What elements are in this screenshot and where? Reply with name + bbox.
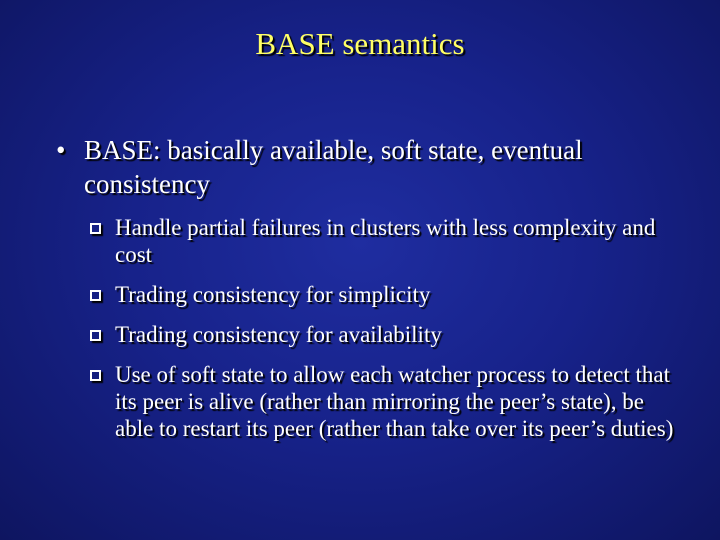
sub-bullet-list (88, 214, 688, 442)
main-bullet (56, 133, 696, 201)
sub-bullet-text: Trading consistency for availability (115, 322, 442, 347)
sub-bullet (88, 281, 688, 308)
sub-bullet (88, 321, 688, 348)
hollow-square-icon (90, 330, 101, 341)
hollow-square-icon (90, 223, 101, 234)
sub-bullet-text: Handle partial failures in clusters with less complexity and cost (115, 215, 656, 267)
slide-title: BASE semantics (255, 26, 465, 61)
sub-bullet (88, 361, 688, 442)
main-bullet-text: BASE: basically available, soft state, eventual consistency (84, 135, 583, 199)
bullet-dot-icon: • (56, 135, 66, 165)
sub-bullet-text: Use of soft state to allow each watcher process to detect that its peer is alive (rather than mirroring the peer’s state), be able to restart its peer (rather than take over its peer’s duties) (115, 362, 674, 441)
hollow-square-icon (90, 290, 101, 301)
hollow-square-icon (90, 370, 101, 381)
sub-bullet-text: Trading consistency for simplicity (115, 282, 431, 307)
sub-bullet (88, 214, 688, 268)
